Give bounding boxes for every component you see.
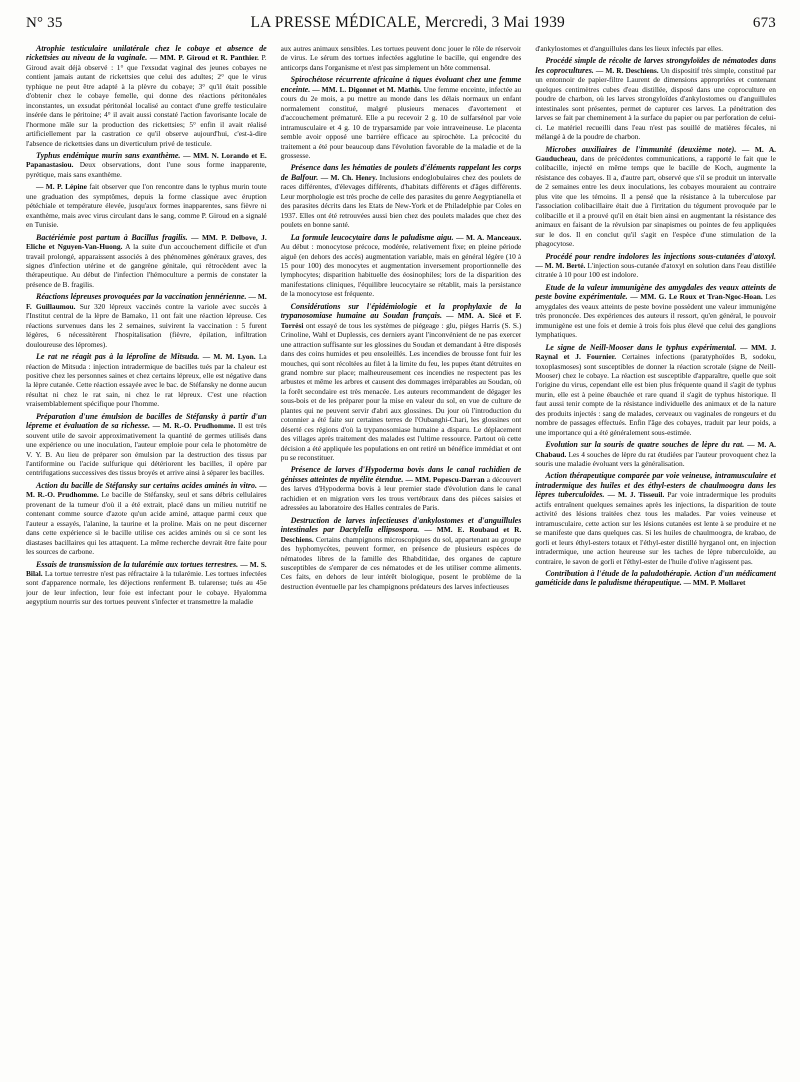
abstract-paragraph [26,412,267,478]
abstract-body: a découvert des larves d'Hypoderma bovis à leur premier stade d'évolution dans le canal rachidien et en migration vers les trous vertébraux dans des pièces saisies et adressées au laboratoire des Halles centrales de Paris. [280,474,522,513]
abstract-title: Considérations sur l'épidémiologie et la prophylaxie de la trypanosomiase humaine au Soudan français. [280,301,522,321]
abstract-body: Les amygdales des veaux atteints de peste bovine possèdent une valeur immunigène très prononcée. Des expériences des auteurs il ressort, qu'en général, le pouvoir immunigène est une fois et demie à trois fois plus élevé que celui des ganglions lymphatiques. [535,292,777,340]
abstract-title: Atrophie testiculaire unilatérale chez le cobaye et absence de rickettsies au niveau de la vaginale. [26,44,267,63]
abstract-authors: — MM. E. Roubaud et R. Deschiens. [280,525,522,544]
abstract-authors: — M. M. Berté. [535,260,586,270]
abstract-paragraph [26,182,267,229]
abstract-title: Procédé simple de récolte de larves strongyloïdes de nématodes dans les coprocultures. [535,56,777,75]
abstract-authors: — M. S. Bilal. [26,559,267,579]
abstract-title: Action thérapeutique comparée par voie veineuse, intramusculaire et intradermique des huiles et des éthyl-esters de chaulmoogra dans les lèpres tuberculoïdes. [535,471,777,500]
abstract-body: aux autres animaux sensibles. Les tortues peuvent donc jouer le rôle de réservoir de virus. Le sérum des tortues infectées agglutine le bacille, qui engendre des anticorps dans l'organisme et n'est pas simplement un hôte commensal. [280,44,522,72]
abstract-title: Réactions lépreuses provoquées par la vaccination jennérienne. [36,292,247,302]
column-1 [26,44,267,1076]
abstract-authors: — M. R.-O. Prudhomme. [152,421,236,431]
abstract-title: La formule leucocytaire dans le paludisme aigu. [290,232,454,242]
abstract-title: Présence de larves d'Hypoderma bovis dans le canal rachidien de génisses atteintes de myélite étendue. [280,465,522,484]
abstract-paragraph [535,343,776,438]
abstract-paragraph [281,516,522,592]
abstract-title: Le signe de Neill-Mooser dans le typhus expérimental. [545,342,737,352]
abstract-authors: — M. J. Tisseuil. [607,490,665,500]
abstract-title: Typhus endémique murin sans exanthème. [36,150,181,160]
abstract-body: fait observer que l'on rencontre dans le typhus murin toute une graduation des symptômes, depuis la forme classique avec éruption pétéchiale et température élevée, jusqu'aux formes inapparentes, sans fièvre ni exanthème, mais avec virus circulant dans le sang, comme P. Giroud en a signalé en Tunisie. [26,182,267,230]
abstract-authors: — M. R. Deschiens. [595,65,659,75]
abstract-title: Procédé pour rendre indolores les injections sous-cutanées d'atoxyl. [545,251,777,261]
abstract-paragraph [26,560,267,607]
abstract-body: Certains champignons microscopiques du sol, appartenant au groupe des hyphomycètes, peuvent former, en présence de plusieurs espèces de nématodes libres de la famille des Rhabditidae, des organes de capture susceptibles de s'emparer de ces nématodes et de les utiliser comme aliments. Ces faits, en dehors de leur intérêt biologique, posent le problème de la destruction éventuelle par les champignons prédateurs des larves infectieuses [280,534,522,591]
abstract-authors: — MM. J. Raynal et J. Fournier. [535,342,776,362]
abstract-authors: — MM. A. Sicé et F. Torrési [280,311,522,330]
abstract-body: Au début : monocytose précoce, modérée, relativement fixe; en pleine période aiguë (en dehors des accès) augmentation variable, mais en général légère (10 à 15 pour 100) des monocytes et augmentation inversement proportionnelle des lymphocytes; disparition habituelle des éosinophiles; lors de la disparition des manifestations cliniques, l'équilibre leucocytaire se rétablit, mais la persistance de la monocytose est fréquente. [280,242,522,299]
abstract-paragraph [26,352,267,409]
abstract-paragraph [281,163,522,229]
abstract-body: Il est très souvent utile de savoir approximativement la quantité de germes utilisés dans une expérience ou une inoculation, l'auteur emploie pour cela le photomètre de V. Y. B. Au lieu de préparer son émulsion par la destruction des tissus par l'antiformine ou l'acide sulfurique qui détériorent les bacilles, il opère par centrifugations successives des tissus broyés et arrive ainsi à séparer les bacilles. [26,421,267,478]
abstract-title: Action du bacille de Stéfansky sur certains acides aminés in vitro. [36,480,257,490]
abstract-paragraph [281,44,522,72]
abstract-paragraph [535,283,776,340]
abstract-paragraph [281,465,522,512]
column-3 [535,44,776,1076]
issue-number: N° 35 [26,15,63,31]
abstract-body: dans de précédentes communications, a rapporté le fait que le colibacille, injecté en même temps que le bacille de Koch, augmente la résistance des cobayes. Il a, d'autre part, observé que s'il se produit un intervalle de 2 semaines entre les deux inoculations, les cobayes mouraient au contraire plus vite que les témoins. Il a pensé que la résistance à la tuberculose par l'association colibacillaire était due à l'irritation du tégument provoquée par le colibacille et il a prouvé qu'il en était bien ainsi en augmentant la résistance des animaux en faisant de la révulsion par sinapismes ou pointes de feu appliquées sur le dos. Il en conclut qu'il s'agit en l'espèce d'une stimulation de la phagocytose. [535,153,777,249]
abstract-authors: — M. F. Guillaumou. [26,292,267,311]
abstract-paragraph [281,302,522,463]
abstract-paragraph [535,252,776,280]
abstract-title: Destruction de larves infectieuses d'ankylostomes et d'anguillules intestinales par Dactylella ellipsospora. [280,515,522,535]
abstract-body: Une femme enceinte, infectée au cours du 2e mois, a pu mettre au monde dans les délais normaux un enfant normalement constitué, malgré plusieurs menaces d'avortement et d'accouchement prématuré. Elle a pu recevoir 2 g. 10 de sulfarsénol par voie intramusculaire et 4 g. 10 de tryparsamide par voie intraveineuse. Le placenta semble avoir opposé une barrière efficace au spirochète. La précocité du traitement a été pour beaucoup dans l'évolution favorable de la maladie et de la grossesse. [280,84,522,160]
abstract-authors: — MM. P. Delbove, J. Eliche et Nguyen-Van-Huong. [26,232,267,252]
abstract-body: L'injection sous-cutanée d'atoxyl en solution dans l'eau distillée citratée à 10 pour 100 est indolore. [535,260,776,280]
abstract-body: ont essayé de tous les systèmes de piégeage : glu, pièges Harris (S. S.) Crinoline, Wahl et Duplessis, ces derniers ayant l'inconvénient de ne pas exercer une attraction suffisante sur les glossines du Soudan et demandant à être disposés dans des coins humides et peu ensoleillés. Les incendies de brousse font fuir les mouches, qui sont récoltées au filet à la limite du feu, les pupes étant détruites en grand nombre sur place; malheureusement ces incendies ne respectent pas les arbustes et même les arbres et causent des dommages irréparables au Soudan, où la forêt secondaire est très menacée. Les auteurs recommandent de dégager les sous-bois et de les préparer pour la mise en valeur du sol, en vue de culture de plantes qui ne peuvent servir d'abri aux glossines. Du jour où l'introduction du cotonnier a été faite sur certaines terres de l'Oubanghi-Chari, les glossines ont déserté ces régions d'où la trypanosomiase humaine a disparu. Le déplacement des villages après traitement des malades est l'ultime ressource. Partout où cette décision a été appliquée les populations en ont retiré un bénéfice immédiat et ont pu se reconstituer. [280,320,522,463]
journal-title: LA PRESSE MÉDICALE, Mercredi, 3 Mai 1939 [250,14,566,31]
abstract-authors: — MM. Popescu-Darran [405,474,485,484]
abstract-title: Préparation d'une émulsion de bacilles de Stéfansky à partir d'un lépreme et évaluation de sa richesse. [26,411,267,431]
abstract-paragraph [535,44,776,53]
article-columns [26,44,776,1076]
abstract-paragraph [281,233,522,299]
abstract-body: Inclusions endoglobulaires chez des poulets de races différentes, d'élevages différents, d'habitats différents et d'âges différents. Leur morphologie est très proche de celle des parasites du genre Aegyptianella et des parasites décrits dans les Etats de New-York et de Philadelphie par Coles en 1937. Elles ont été retrouvées aussi bien chez des poulets malades que chez des poulets en bonne santé. [280,172,522,230]
abstract-paragraph [535,145,776,249]
page-header [26,14,776,36]
abstract-paragraph [535,471,776,566]
abstract-title: Contribution à l'étude de la paludothérapie. Action d'un médicament gaméticide dans le paludisme thérapeutique. [535,569,777,588]
abstract-authors: — MM. G. Le Roux et Tran-Ngoc-Hoan. [630,292,763,302]
abstract-title: Evolution sur la souris de quatre souches de lèpre du rat. [545,440,745,450]
abstract-title: Etude de la valeur immunigène des amygdales des veaux atteints de peste bovine expérimentale. [535,282,777,302]
page-number: 673 [752,15,776,31]
abstract-authors: — MM. P. Mollaret [683,578,746,588]
abstract-authors: — M. P. Lépine [36,182,87,192]
abstract-paragraph [535,56,776,141]
abstract-authors: — MM. L. Digonnet et M. Mathis. [312,84,422,94]
abstract-body: Par voie intradermique les produits actifs entraînent quelques semaines après les injections, la disparition de toute activité des lésions traitées chez tous les malades. Par voies veineuse et intramusculaire, cette action sur les lésions cutanées est lente à se produire et ne se manifeste que dans quelques cas. Si les huiles de chaulmoogra, de krabao, de gorli et leurs éthyl-esters totaux et l'éthyl-ester distillé hyrganol ont, en injection intradermique, une action heureuse sur les taches de lèpre tuberculoïde, au contraire, le savon de gorli et l'éthyl-ester de l'huile d'olive n'agissent pas. [535,490,777,566]
abstract-authors: — M. A. Manceaux. [456,232,522,242]
abstract-body: Deux observations, dont l'une sous forme inapparente, pyrétique, mais sans exanthème. [26,160,267,179]
abstract-paragraph [535,569,776,588]
abstract-title: Essais de transmission de la tularémie aux tortues terrestres. [36,559,239,569]
abstract-title: Bactériémie post partum à Bacillus fragilis. [36,232,188,242]
abstract-paragraph [26,481,267,557]
abstract-body: A la suite d'un accouchement difficile et d'un travail prolongé, apparaissent associés à des phénomènes généraux graves, des signes d'infection utérine et de gangrène génitale, qui rétrocèdent avec la thérapeutique. Au début de l'infection l'hémoculture a permis de constater la présence de B. fragilis. [26,242,267,289]
abstract-paragraph [26,233,267,290]
abstract-body: Les 4 souches de lèpre du rat étudiées par l'auteur provoquent chez la souris une maladie évoluant vers la généralisation. [535,449,777,469]
column-2 [281,44,522,1076]
abstract-paragraph [281,75,522,160]
abstract-paragraph [26,44,267,148]
abstract-authors: — M. Ch. Henry. [320,172,378,182]
abstract-authors: — M. A. Chabaud. [535,440,777,459]
abstract-paragraph [535,440,776,468]
abstract-title: Le rat ne réagit pas à la léproline de Mitsuda. [36,352,200,362]
abstract-body: Sur 320 lépreux vaccinés contre la variole avec succès à l'Institut central de la lèpre de Bamako, 11 ont fait une réaction lépreuse. Ces réactions survenues dans les 2 semaines, suivirent la vaccination : 5 furent légères, 6 nécessitèrent l'hospitalisation (fièvre, épilation, infiltration douloureuse des lépromes). [26,301,267,349]
abstract-title: Présence dans les hématies de poulets d'éléments rappelant les corps de Balfour. [280,163,522,182]
abstract-authors: — M. M. Lyon. [202,352,256,362]
abstract-authors: — MM. P. Giroud et R. Panthier. [149,53,259,63]
abstract-body: La réaction de Mitsuda : injection intradermique de bacilles tués par la chaleur est positive chez les personnes saines et chez certains lépreux, elle est négative dans la lèpre cutanée. Cette réaction essayée avec le bac. de Stéfansky ne donne aucun résultat ni chez le rat sain, ni chez le rat lépreux. C'est une réaction vraisemblablement spécifique pour l'homme. [26,352,267,409]
abstract-body: P. Giroud avait déjà observé : 1° que l'exsudat vaginal des jeunes cobayes ne contient jamais autant de rickettsies que celui des adultes; 2° que le virus typhique ne peut être adapté à la plèvre du cobaye; 3° qu'il était possible d'obtenir chez le cobaye femelle, qui donne des réactions péritonéales inconstantes, un exsudat péritonéal localisé au contact d'une greffe testiculaire insérée dans le péritoine; 4° il avait aussi constaté l'action favorisante locale de l'hormone mâle sur la production des rickettsies; 5° enfin il avait réalisé artificiellement par la castration ce qu'il observe aujourd'hui, c'est-à-dire l'absence de rickettsies dans un diverticulum privé de testicule. [26,53,267,148]
abstract-title: Spirochétose récurrente africaine à tiques évoluant chez une femme enceinte. [280,75,522,94]
abstract-body: Certaines infections (paratyphoïdes B, sodoku, toxoplasmoses) sont susceptibles de donner la réaction scrotale (signe de Neill-Mooser) chez le cobaye. La réaction est susceptible d'apparaître, quelle que soit l'origine du virus, cependant elle est bien plus fréquente quand il s'agit de typhus murin, elle est à peine ébauchée et rare quand il s'agit de typhus historique. Il faut aussi tenir compte de la résistance individuelle des animaux et de la nature des produits injectés : sang de malades, cerveaux ou vaginales de rongeurs et du nombre de passages effectués. Enfin l'âge des cobayes, traduit par leur poids, a une importance qui a été généralement sous-estimée. [535,352,777,437]
abstract-authors: — MM. N. Lorando et E. Papanastasiou. [26,150,267,170]
abstract-authors: — M. A. Gauducheau, [535,144,777,163]
abstract-paragraph [26,292,267,349]
abstract-title: Microbes auxiliaires de l'immunité (deuxième note). [545,144,737,154]
abstract-body: Un dispositif très simple, constitué par un entonnoir de papier-filtre Laurent de dimensions appropriées et contenant quelques centimètres cubes d'eau distillée, disposé dans une coproculture en poudre de charbon, où les larves strongyloïdes d'ankylostomes ou d'anguillules intestinales sont présentes, permet de capturer ces larves. La pénétration des larves se fait par cheminement à la surface du papier ou par perforation de celui-ci. Le matériel recueilli dans l'eau n'est pas souillé de matières fécales, ni mélangé à de la poudre de charbon. [535,65,777,142]
abstract-paragraph [26,151,267,179]
abstract-body: d'ankylostomes et d'anguillules dans les lieux infectés par elles. [535,44,723,53]
abstract-body: La tortue terrestre n'est pas réfractaire à la tularémie. Les tortues infectées sont d'apparence normale, les déjections renferment B. tularense; tués au 45e jour de leur infection, leur foie est infectant pour le cobaye. Hyalomma aegyptium nourris sur des tortues peuvent s'infecter et transmettre la maladie [26,569,267,607]
abstract-body: Le bacille de Stéfansky, seul et sans débris cellulaires provenant de la tumeur d'où il a été extrait, placé dans un milieu nutritif ne contenant comme source d'azote qu'un acide aminé, attaque parmi ceux que l'auteur a essayés, l'alanine, la taurine et la proline. Mais on ne peut discerner dans cette expérience si le bacille utilise ces acides aminés ou si ce sont les diastases bacillaires qui les attaquent. La même recherche devrait être faite pour les sources de carbone. [26,490,267,557]
abstract-authors: — M. R.-O. Prudhomme. [26,480,267,500]
